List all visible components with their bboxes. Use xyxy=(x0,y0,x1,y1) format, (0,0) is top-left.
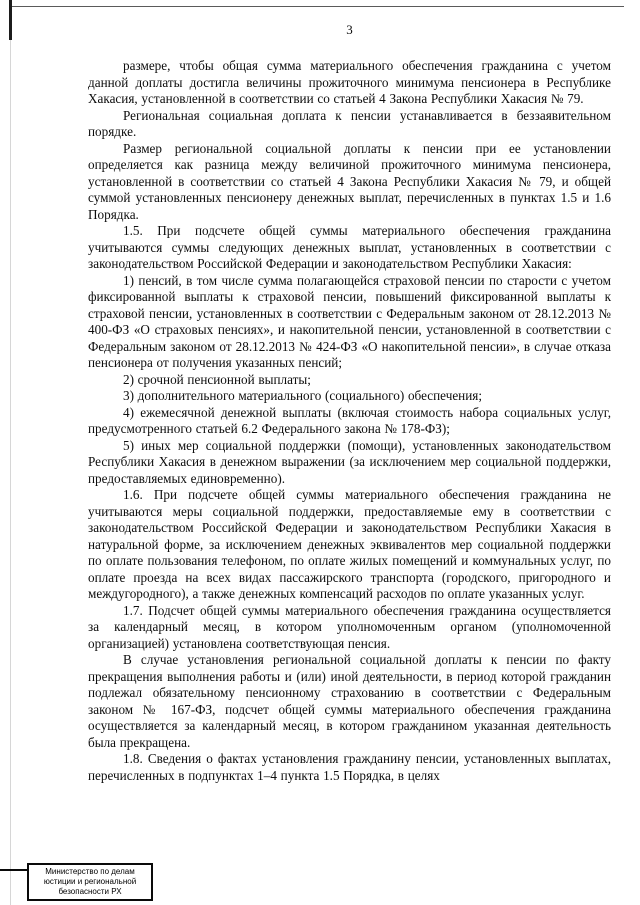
paragraph-clause-1-7: 1.7. Подсчет общей суммы материального обеспечения гражданина осуществляется за календарный месяц, в котором уполномоченным органом (уполномоченной организацией) установлена соответствующая пенсия. xyxy=(88,602,611,651)
paragraph-item-5: 5) иных мер социальной поддержки (помощи), установленных законодательством Республики Хакасия в денежном выражении (за исключением мер социальной поддержки, предоставляемых единовременно). xyxy=(88,437,611,486)
paragraph-item-1: 1) пенсий, в том числе сумма полагающейся страховой пенсии по старости с учетом фиксированной выплаты к страховой пенсии, повышений фиксированной выплаты к страховой пенсии, установленных в соответствии с Федеральным законом от 28.12.2013 № 400-ФЗ «О страховых пенсиях», и накопительной пенсии, установленной в соответствии с Федеральным законом от 28.12.2013 № 424-ФЗ «О накопительной пенсии», в случае отказа пенсионера от получения указанных пенсий; xyxy=(88,272,611,370)
page-number: 3 xyxy=(346,22,353,37)
document-body xyxy=(88,22,611,784)
scan-artifact-top-line xyxy=(12,6,624,7)
paragraph-clause-1-6: 1.6. При подсчете общей суммы материального обеспечения гражданина не учитываются меры социальной поддержки, предоставляемые ему в соответствии с законодательством Российской Федерации и законодательством Республики Хакасия в натуральной форме, за исключением денежных эквивалентов мер социальной поддержки по оплате пользования телефоном, по оплате жилых помещений и коммунальных услуг, по оплате проезда на всех видах пассажирского транспорта (городского, пригородного и междугородного), а также денежных компенсаций расходов по оплате указанных услуг. xyxy=(88,487,611,601)
paragraph: Размер региональной социальной доплаты к пенсии при ее установлении определяется как разница между величиной прожиточного минимума пенсионера, установленной в соответствии со статьей 4 Закона Республики Хакасия № 79, и общей суммой установленных пенсионеру денежных выплат, перечисленных в пунктах 1.5 и 1.6 Порядка. xyxy=(88,140,611,222)
paragraph: В случае установления региональной социальной доплаты к пенсии по факту прекращения выполнения работы и (или) иной деятельности, в период которой гражданин подлежал обязательному пенсионному страхованию в соответствии с Федеральным законом № 167-ФЗ, подсчет общей суммы материального обеспечения гражданина осуществляется за календарный месяц, в котором гражданином указанная деятельность была прекращена. xyxy=(88,652,611,750)
stamp-text-line-1: Министерство по делам xyxy=(45,867,135,876)
scan-artifact-left-edge xyxy=(10,0,11,905)
ministry-registration-stamp xyxy=(27,863,153,901)
paragraph-item-4: 4) ежемесячной денежной выплаты (включая стоимость набора социальных услуг, предусмотренного статьей 6.2 Федерального закона № 178-ФЗ); xyxy=(88,404,611,436)
stamp-lead-line xyxy=(0,869,27,871)
paragraph-clause-1-5: 1.5. При подсчете общей суммы материального обеспечения гражданина учитываются суммы следующих денежных выплат, установленных в соответствии с законодательством Российской Федерации и законодательством Республики Хакасия: xyxy=(88,223,611,271)
stamp-text-line-2: юстиции и региональной xyxy=(43,877,137,886)
scan-artifact-left-bar xyxy=(9,0,12,40)
stamp-text-line-3: безопасности РХ xyxy=(58,887,122,896)
paragraph-clause-1-8: 1.8. Сведения о фактах установления гражданину пенсии, установленных выплатах, перечисленных в подпунктах 1–4 пункта 1.5 Порядка, в целях xyxy=(88,751,611,783)
paragraph-item-3: 3) дополнительного материального (социального) обеспечения; xyxy=(123,388,483,403)
paragraph-item-2: 2) срочной пенсионной выплаты; xyxy=(123,371,311,387)
paragraph: размере, чтобы общая сумма материального обеспечения гражданина с учетом данной доплаты достигла величины прожиточного минимума пенсионера в Республике Хакасия, установленной в соответствии со статьей 4 Закона Республики Хакасия № 79. xyxy=(88,58,611,106)
paragraph: Региональная социальная доплата к пенсии устанавливается в беззаявительном порядке. xyxy=(88,107,611,139)
